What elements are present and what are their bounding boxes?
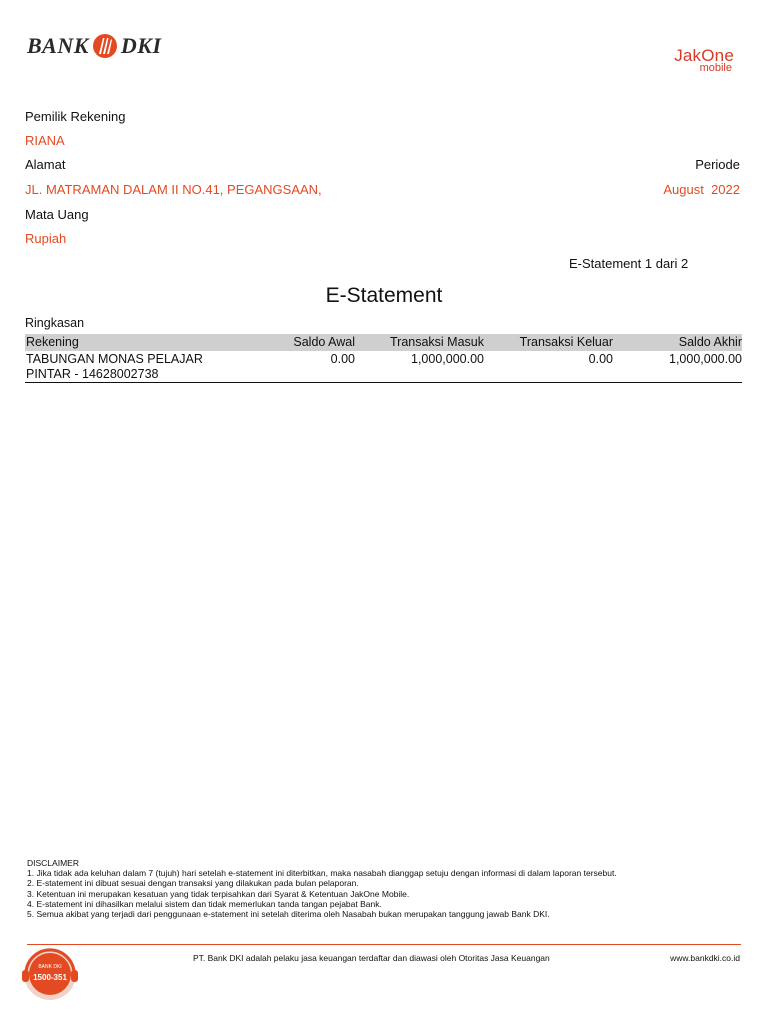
hotline-number: 1500-351 [33,973,67,982]
disclaimer-item: 2. E-statement ini dibuat sesuai dengan transaksi yang dilakukan pada bulan pelaporan. [27,878,359,889]
debit-value: 0.00 [588,352,613,366]
footer-statement: PT. Bank DKI adalah pelaku jasa keuangan terdaftar dan diawasi oleh Otoritas Jasa Keuangan [193,953,550,963]
owner-label: Pemilik Rekening [25,109,126,124]
disclaimer-item: 1. Jika tidak ada keluhan dalam 7 (tujuh) hari setelah e-statement ini diterbitkan, maka nasabah dianggap setuju dengan informasi di dalam laporan tersebut. [27,868,617,879]
currency-value: Rupiah [25,231,67,246]
hotline-brand: BANK DKI [38,964,62,970]
bank-logo-word-left: BANK [27,33,89,58]
table-row [25,352,742,382]
period-label: Periode [695,157,740,172]
jakone-logo-word: JakOne [674,46,734,65]
owner-value: RIANA [25,133,65,148]
summary-table-header [25,334,742,351]
column-header-opening-balance: Saldo Awal [293,335,355,349]
page-indicator: E-Statement 1 dari 2 [569,256,689,271]
disclaimer [27,858,617,919]
period-value: August 2022 [663,182,740,197]
column-header-debit: Transaksi Keluar [519,335,613,349]
disclaimer-heading: DISCLAIMER [27,858,79,868]
account-name-line1: TABUNGAN MONAS PELAJAR [26,352,203,366]
disclaimer-item: 4. E-statement ini dihasilkan melalui sistem dan tidak memerlukan tanda tangan pejabat Bank. [27,898,382,909]
bank-dki-emblem-icon [92,33,118,59]
jakone-mobile-logo [674,47,734,74]
bank-dki-logo [27,32,162,60]
column-header-account: Rekening [26,335,79,349]
page-title: E-Statement [325,284,443,307]
bank-logo-word-right: DKI [120,33,162,58]
footer-rule [27,944,741,945]
opening-balance-value: 0.00 [330,352,355,366]
currency-label: Mata Uang [25,207,89,222]
account-name-line2: PINTAR - 14628002738 [26,367,159,381]
table-bottom-rule [25,382,742,383]
column-header-closing-balance: Saldo Akhir [678,335,742,349]
hotline-badge-icon [16,944,84,1004]
disclaimer-item: 3. Ketentuan ini merupakan kesatuan yang tidak terpisahkan dari Syarat & Ketentuan JakOne Mobile. [27,888,410,899]
address-label: Alamat [25,157,66,172]
jakone-logo-subword: mobile [699,62,732,74]
disclaimer-item: 5. Semua akibat yang terjadi dari penggunaan e-statement ini setelah diterima oleh Nasabah bukan merupakan tanggung jawab Bank DKI. [27,909,550,920]
summary-label: Ringkasan [25,316,85,330]
address-value: JL. MATRAMAN DALAM II NO.41, PEGANGSAAN, [25,182,322,197]
closing-balance-value: 1,000,000.00 [669,352,742,366]
credit-value: 1,000,000.00 [411,352,484,366]
column-header-credit: Transaksi Masuk [389,335,484,349]
footer-website-link[interactable]: www.bankdki.co.id [670,953,740,963]
